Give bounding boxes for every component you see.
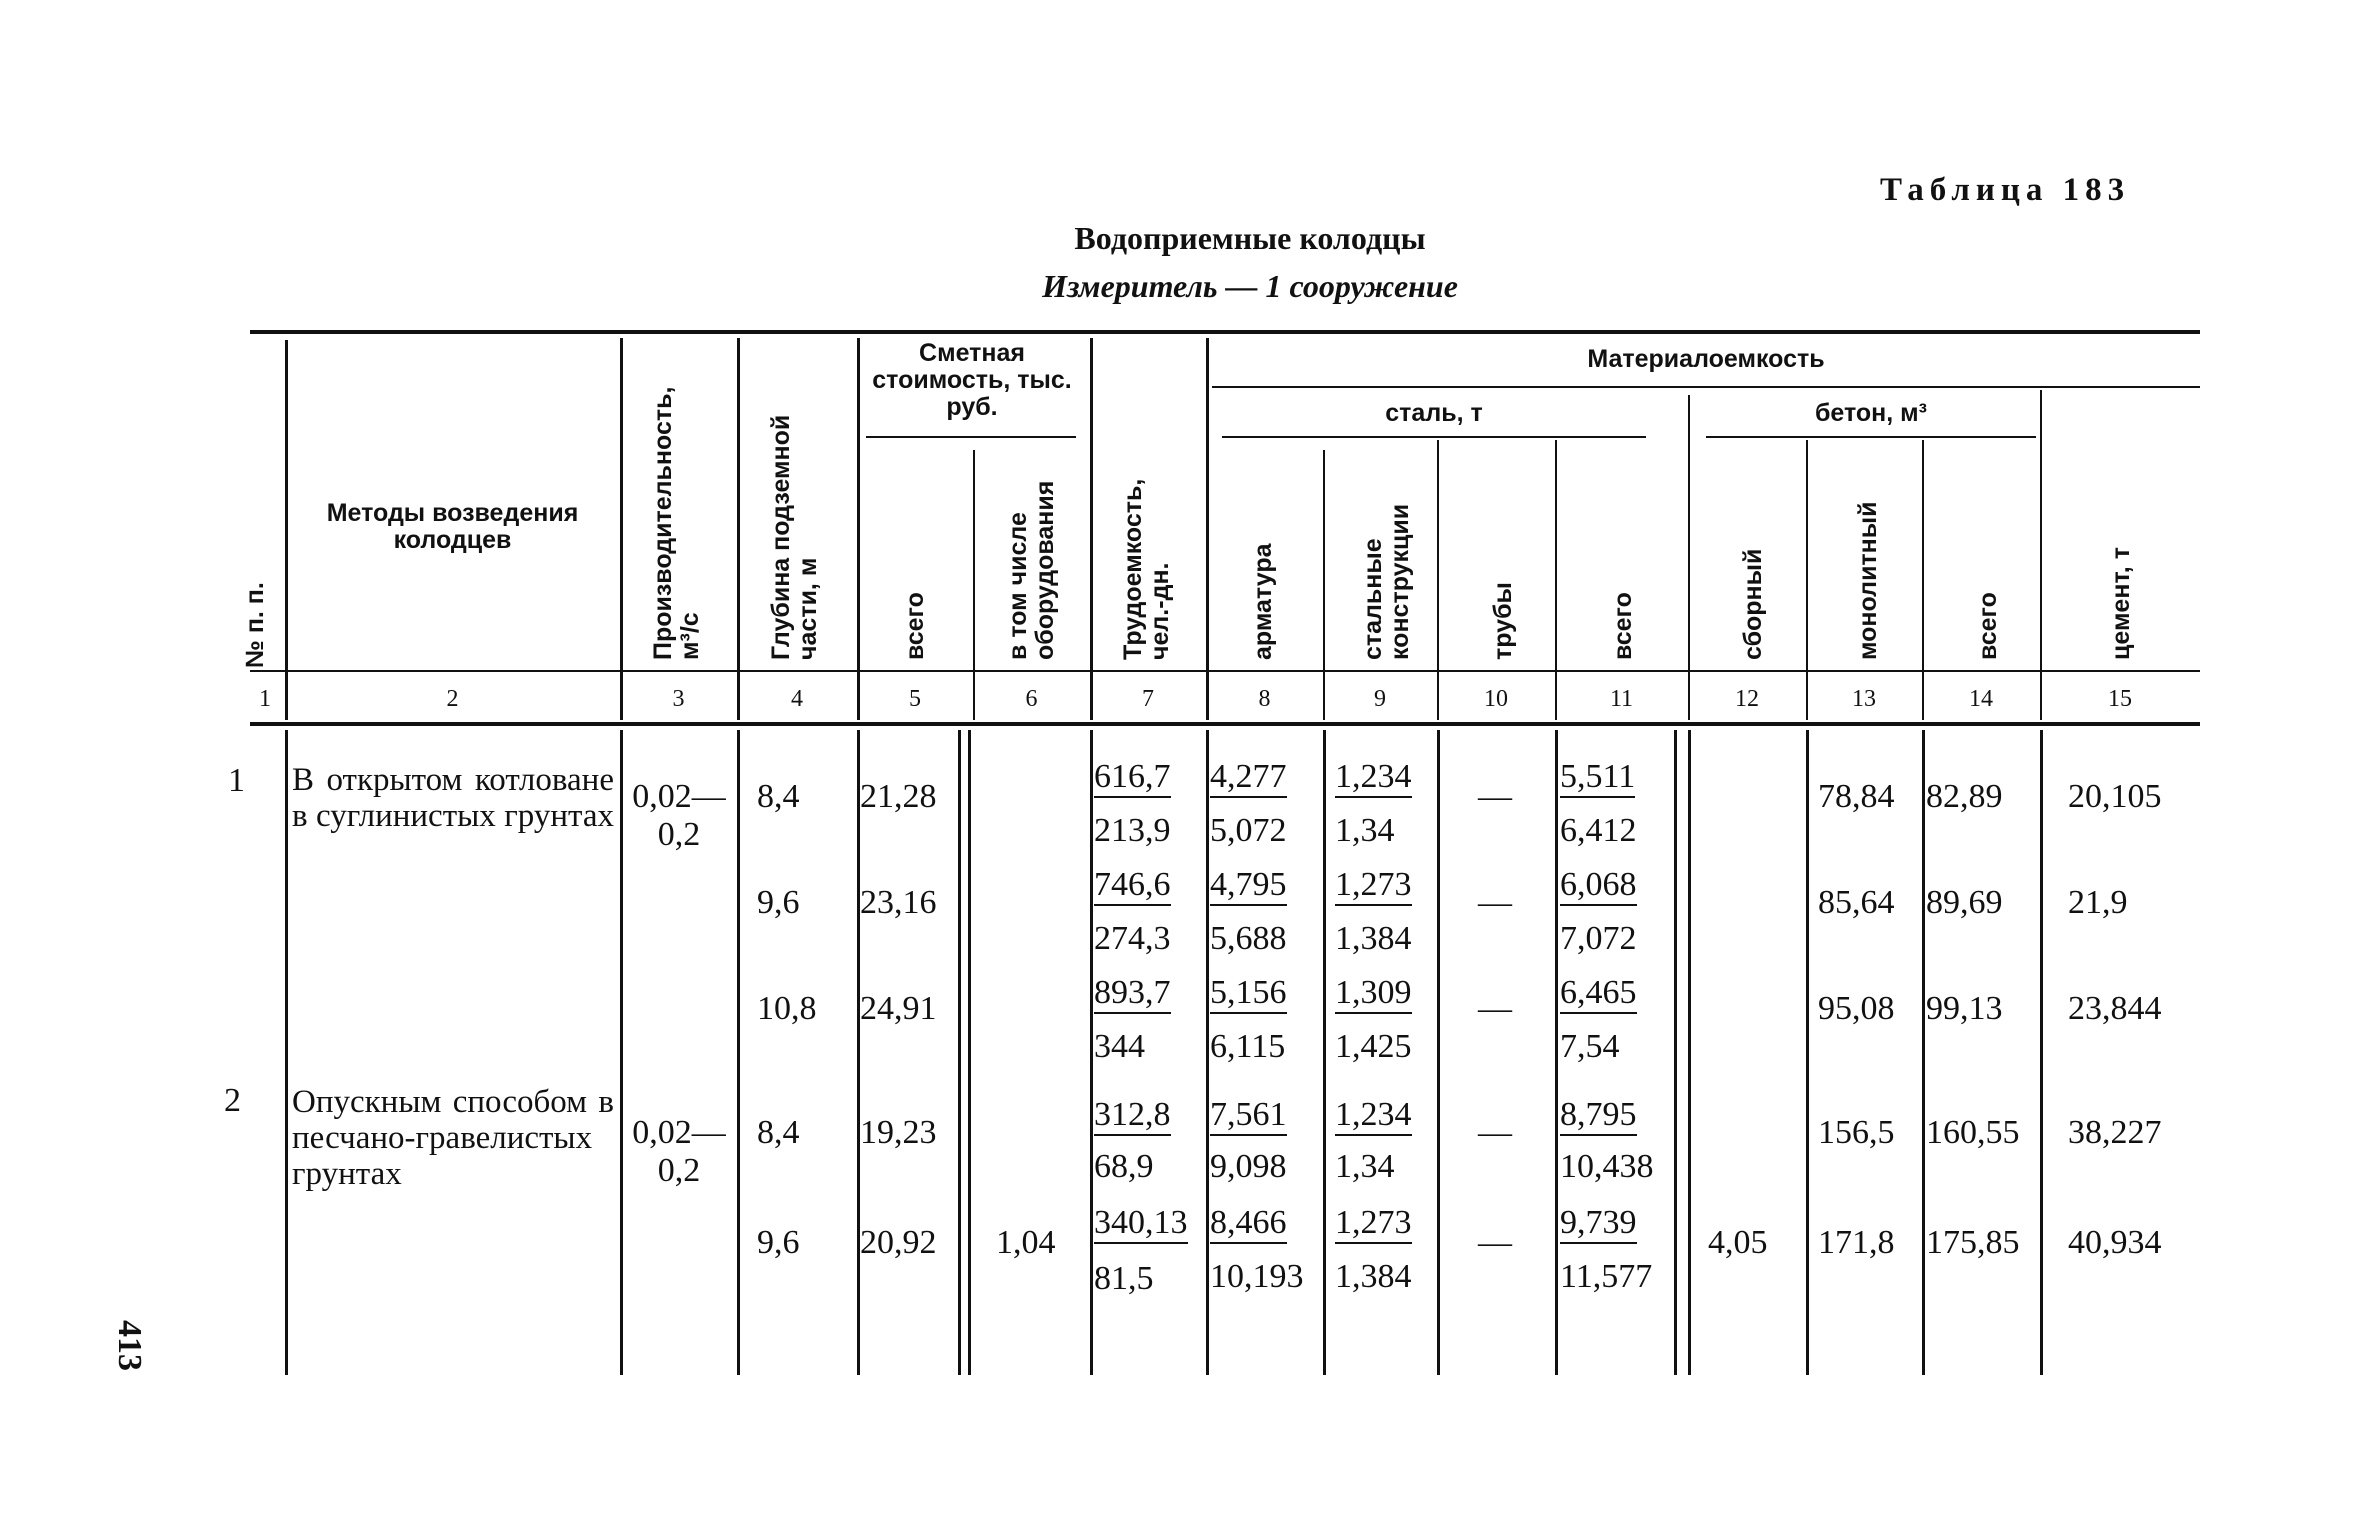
column-number: 14 (1969, 686, 1993, 712)
header-methods: Методы возведения колодцев (326, 499, 579, 554)
page-number: 413 (111, 1320, 148, 1371)
monolithic: 171,8 (1818, 1224, 1895, 1261)
armature-top: 7,561 (1210, 1096, 1287, 1136)
labor-bottom: 68,9 (1094, 1148, 1154, 1185)
header-material-group: Материалоемкость (1587, 345, 1825, 373)
steel-total-bottom: 10,438 (1560, 1148, 1654, 1185)
armature-top: 8,466 (1210, 1204, 1287, 1244)
labor-top: 616,7 (1094, 758, 1171, 798)
structures-bottom: 1,34 (1335, 1148, 1395, 1185)
armature-top: 5,156 (1210, 974, 1287, 1014)
header-no: № п. п. (241, 582, 269, 668)
column-number: 1 (259, 686, 271, 712)
depth: 8,4 (757, 778, 800, 815)
cost-equipment: 1,04 (996, 1224, 1056, 1261)
armature-top: 4,795 (1210, 866, 1287, 906)
column-number: 3 (672, 686, 685, 712)
labor-bottom: 213,9 (1094, 812, 1171, 849)
column-number: 9 (1374, 686, 1386, 712)
monolithic: 78,84 (1818, 778, 1895, 815)
column-number: 7 (1142, 686, 1154, 712)
cost-total: 21,28 (860, 778, 937, 815)
header-labor: Трудоемкость, чел.-дн. (1119, 478, 1174, 660)
header-steel-group: сталь, т (1385, 399, 1483, 427)
header-concrete-monolithic: монолитный (1854, 501, 1882, 660)
pipes: — (1478, 778, 1512, 815)
pipes: — (1478, 990, 1512, 1027)
steel-total-bottom: 7,072 (1560, 920, 1637, 957)
row-number: 1 (228, 762, 245, 799)
structures-bottom: 1,384 (1335, 1258, 1412, 1295)
depth: 9,6 (757, 884, 800, 921)
labor-top: 893,7 (1094, 974, 1171, 1014)
pipes: — (1478, 1114, 1512, 1151)
cement: 21,9 (2068, 884, 2128, 921)
header-cost-equipment: в том числе оборудования (1004, 480, 1059, 660)
table-unit: Измеритель — 1 сооружение (1042, 268, 1458, 304)
header-concrete-total: всего (1974, 592, 2002, 660)
depth: 9,6 (757, 1224, 800, 1261)
structures-bottom: 1,34 (1335, 812, 1395, 849)
header-steel-pipes: трубы (1489, 582, 1517, 660)
concrete-total: 160,55 (1926, 1114, 2020, 1151)
steel-total-bottom: 11,577 (1560, 1258, 1653, 1295)
structures-top: 1,234 (1335, 1096, 1412, 1136)
labor-top: 340,13 (1094, 1204, 1188, 1244)
labor-bottom: 274,3 (1094, 920, 1171, 957)
row-productivity: 0,02— 0,2 (632, 778, 726, 853)
table-label: Таблица 183 (1880, 172, 2131, 208)
depth: 10,8 (757, 990, 817, 1027)
column-number: 4 (791, 686, 803, 712)
column-number: 10 (1484, 686, 1508, 712)
steel-total-top: 6,465 (1560, 974, 1637, 1014)
structures-top: 1,234 (1335, 758, 1412, 798)
pipes: — (1478, 884, 1512, 921)
column-number: 13 (1852, 686, 1876, 712)
armature-bottom: 6,115 (1210, 1028, 1286, 1065)
header-cost-group: Сметная стоимость, тыс. руб. (872, 339, 1072, 421)
armature-bottom: 9,098 (1210, 1148, 1287, 1185)
header-cement: цемент, т (2107, 547, 2135, 660)
column-number: 8 (1258, 686, 1271, 712)
cement: 20,105 (2068, 778, 2162, 815)
row-method: В открытом котловане в суглинистых грунтах (292, 762, 614, 834)
header-steel-structures: стальные конструкции (1359, 503, 1414, 660)
column-number: 15 (2108, 686, 2132, 712)
column-number: 11 (1609, 686, 1634, 712)
steel-total-top: 9,739 (1560, 1204, 1637, 1244)
concrete-total: 175,85 (1926, 1224, 2020, 1261)
steel-total-bottom: 7,54 (1560, 1028, 1620, 1065)
armature-bottom: 10,193 (1210, 1258, 1304, 1295)
steel-total-top: 8,795 (1560, 1096, 1637, 1136)
header-concrete-group: бетон, м³ (1814, 399, 1927, 427)
structures-top: 1,309 (1335, 974, 1412, 1014)
steel-total-top: 6,068 (1560, 866, 1637, 906)
table-title: Водоприемные колодцы (1074, 220, 1426, 256)
steel-total-top: 5,511 (1560, 758, 1635, 798)
labor-top: 312,8 (1094, 1096, 1171, 1136)
cement: 40,934 (2068, 1224, 2162, 1261)
row-productivity: 0,02— 0,2 (632, 1114, 726, 1189)
labor-bottom: 81,5 (1094, 1260, 1154, 1297)
header-depth: Глубина подземной части, м (767, 414, 822, 660)
cost-total: 23,16 (860, 884, 937, 921)
header-concrete-precast: сборный (1739, 548, 1767, 660)
steel-total-bottom: 6,412 (1560, 812, 1637, 849)
structures-top: 1,273 (1335, 866, 1412, 906)
header-steel-total: всего (1609, 592, 1637, 660)
monolithic: 95,08 (1818, 990, 1895, 1027)
labor-bottom: 344 (1094, 1028, 1145, 1065)
header-productivity: Производительность, м³/с (649, 386, 704, 660)
cost-total: 24,91 (860, 990, 937, 1027)
row-number: 2 (224, 1082, 241, 1119)
header-cost-total: всего (901, 592, 929, 660)
row-method: Опускным способом в песчано-гравелистых грунтах (292, 1084, 614, 1192)
monolithic: 85,64 (1818, 884, 1895, 921)
cement: 23,844 (2068, 990, 2162, 1027)
column-number: 2 (446, 686, 459, 712)
structures-bottom: 1,425 (1335, 1028, 1412, 1065)
armature-bottom: 5,072 (1210, 812, 1287, 849)
column-number: 5 (909, 686, 921, 712)
cost-total: 20,92 (860, 1224, 937, 1261)
armature-bottom: 5,688 (1210, 920, 1287, 957)
labor-top: 746,6 (1094, 866, 1171, 906)
cement: 38,227 (2068, 1114, 2162, 1151)
cost-total: 19,23 (860, 1114, 937, 1151)
structures-top: 1,273 (1335, 1204, 1412, 1244)
concrete-total: 99,13 (1926, 990, 2003, 1027)
structures-bottom: 1,384 (1335, 920, 1412, 957)
concrete-total: 89,69 (1926, 884, 2003, 921)
pipes: — (1478, 1224, 1512, 1261)
column-number: 6 (1025, 686, 1038, 712)
column-number: 12 (1735, 686, 1759, 712)
concrete-total: 82,89 (1926, 778, 2003, 815)
concrete-precast: 4,05 (1708, 1224, 1768, 1261)
armature-top: 4,277 (1210, 758, 1287, 798)
header-steel-armature: арматура (1249, 543, 1277, 660)
depth: 8,4 (757, 1114, 800, 1151)
monolithic: 156,5 (1818, 1114, 1895, 1151)
